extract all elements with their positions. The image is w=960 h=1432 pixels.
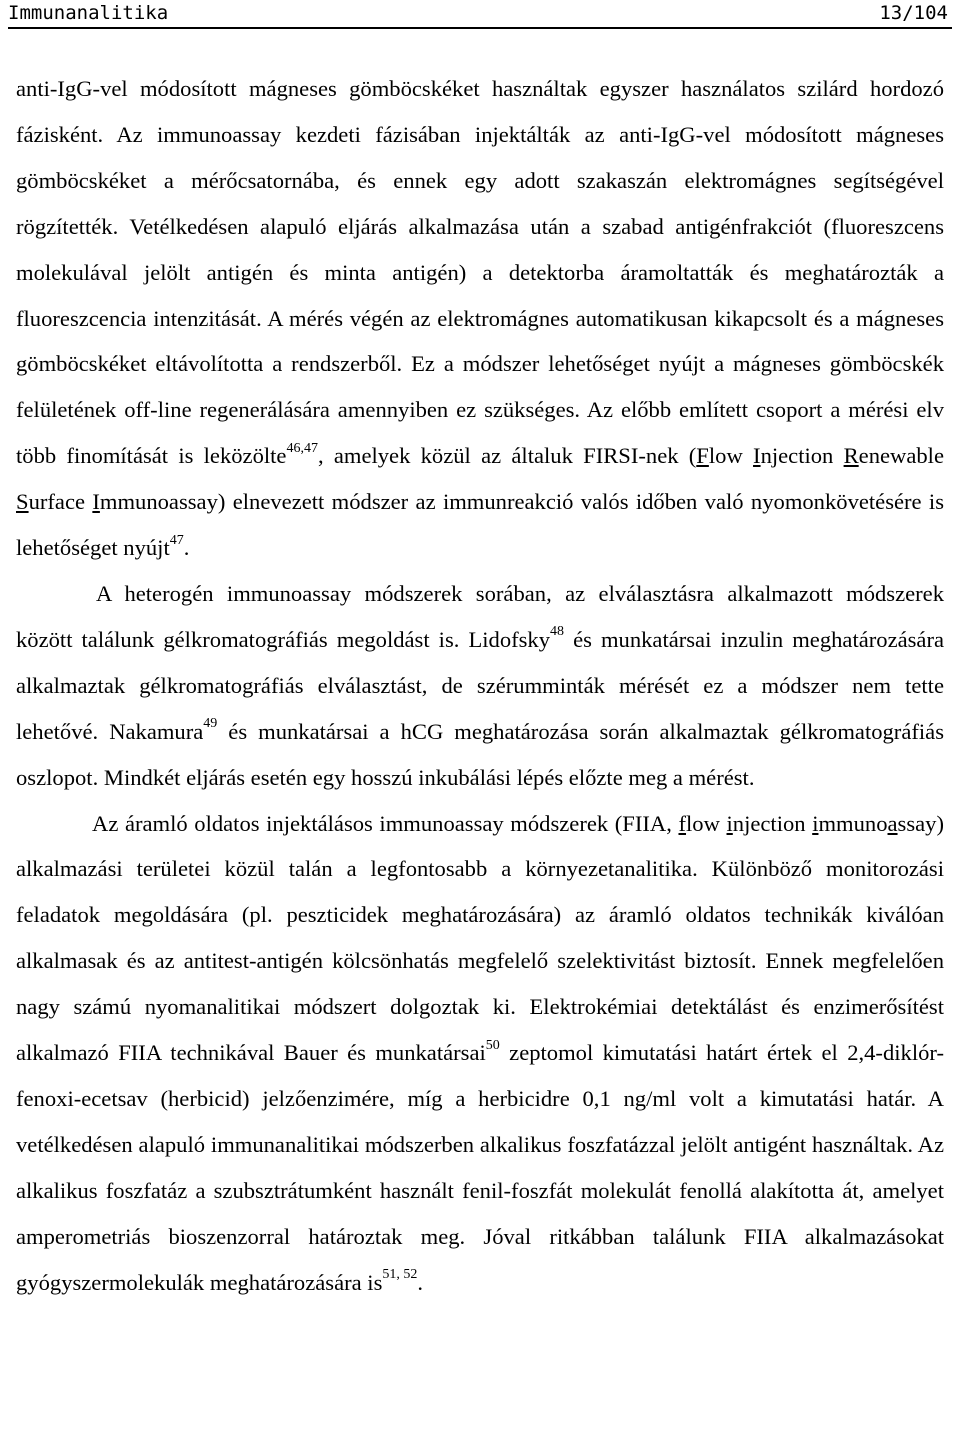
citation: 51, 52 [382, 1267, 418, 1283]
text-run: és munkatársai inzulin meghatározására alkalmaztak gélkromatográfiás elválasztást, de szérumminták mérését ez a módszer nem tette lehetővé. Nakamura [16, 626, 944, 744]
citation: 46,47 [286, 440, 318, 456]
acronym-letter: I [753, 443, 761, 469]
citation: 49 [203, 716, 218, 732]
acronym-letter: i [726, 810, 733, 836]
paragraph-3 [16, 801, 944, 1306]
citation: 47 [169, 532, 184, 548]
text-run: anti-IgG-vel módosított mágneses gömböcskéket használtak egyszer használatos szilárd hordozó fázisként. Az immunoassay kezdeti fázisában injektálták az anti-IgG-vel módosított mágneses gömböcskéket a mérőcsatornába, és ennek egy adott szakaszán elektromágnes segítségével rögzítették. Vetélkedésen alapuló eljárás alkalmazása után a szabad antigénfrakciót (fluoreszcens molekulával jelölt antigén és minta antigén) a detektorba áramoltatták és meghatározták a fluoreszcencia intenzitását. A mérés végén az elektromágnes automatikusan kikapcsolt és a mágneses gömböcskéket eltávolította a rendszerből. Ez a módszer lehetőséget nyújt a mágneses gömböcskék felületének off-line regenerálására amennyiben ez szükséges. Az előbb említett csoport a mérési elv több finomítását is leközölte [16, 76, 944, 469]
text-run: mmunoassay) elnevezett módszer az immunreakció valós időben való nyomonkövetésére is lehetőséget nyújt [16, 489, 944, 561]
text-run: low [708, 443, 754, 469]
text-run: A heterogén immunoassay módszerek sorában, az elválasztásra alkalmazott módszerek között találunk gélkromatográfiás megoldást is. Lidofsky [16, 580, 944, 652]
paragraph-2 [16, 571, 944, 801]
acronym-letter: a [887, 810, 898, 836]
text-run: . [183, 535, 190, 561]
text-run: , amelyek közül az általuk FIRSI-nek ( [317, 443, 697, 469]
header-title: Immunanalitika [8, 2, 169, 24]
text-run: urface [28, 489, 93, 515]
text-run: njection [760, 443, 844, 469]
acronym-letter: S [16, 489, 29, 515]
acronym-letter: f [678, 810, 687, 836]
acronym-letter: i [812, 810, 819, 836]
page-header [8, 0, 952, 29]
paragraph-1 [16, 66, 944, 571]
text-run: njection [732, 810, 813, 836]
page-number: 13/104 [879, 2, 948, 24]
acronym-letter: R [843, 443, 859, 469]
document-body [16, 66, 944, 1305]
text-run: enewable [858, 443, 944, 469]
acronym-letter: F [696, 443, 709, 469]
text-run: és munkatársai a hCG meghatározása során alkalmaztak gélkromatográfiás oszlopot. Mindkét eljárás esetén egy hosszú inkubálási lépés előzte meg a mérést. [16, 718, 944, 790]
text-run: ssay) alkalmazási területei közül talán a legfontosabb a környezetanalitika. Különböző monitorozási feladatok megoldására (pl. peszticidek meghatározására) az áramló oldatos technikák kiválóan alkalmasak és az antitest-antigén kölcsönhatás megfelelő szelektivitást biztosít. Ennek megfelelően nagy számú nyomanalitikai módszert dolgoztak ki. Elektrokémiai detektálást és enzimerősítést alkalmazó FIIA technikával Bauer és munkatársai [16, 810, 944, 1066]
citation: 48 [550, 624, 565, 640]
text-run: . [417, 1269, 424, 1295]
text-run: low [686, 810, 727, 836]
text-run: zeptomol kimutatási határt értek el 2,4-diklór-fenoxi-ecetsav (herbicid) jelzőenzimére, míg a herbicidre 0,1 ng/ml volt a kimutatási határ. A vetélkedésen alapuló immunanalitikai módszerben alkalikus foszfatázzal jelölt antigént használtak. Az alkalikus foszfatáz a szubsztrátumként használt fenil-foszfát molekulát fenollá alakította át, amelyet amperometriás bioszenzorral határoztak meg. Jóval ritkábban találunk FIIA alkalmazásokat gyógyszermolekulák meghatározására is [16, 1040, 944, 1295]
citation: 50 [485, 1037, 500, 1053]
acronym-letter: I [92, 489, 100, 515]
text-run: mmuno [818, 810, 888, 836]
text-run: Az áramló oldatos injektálásos immunoassay módszerek (FIIA, [92, 810, 679, 836]
